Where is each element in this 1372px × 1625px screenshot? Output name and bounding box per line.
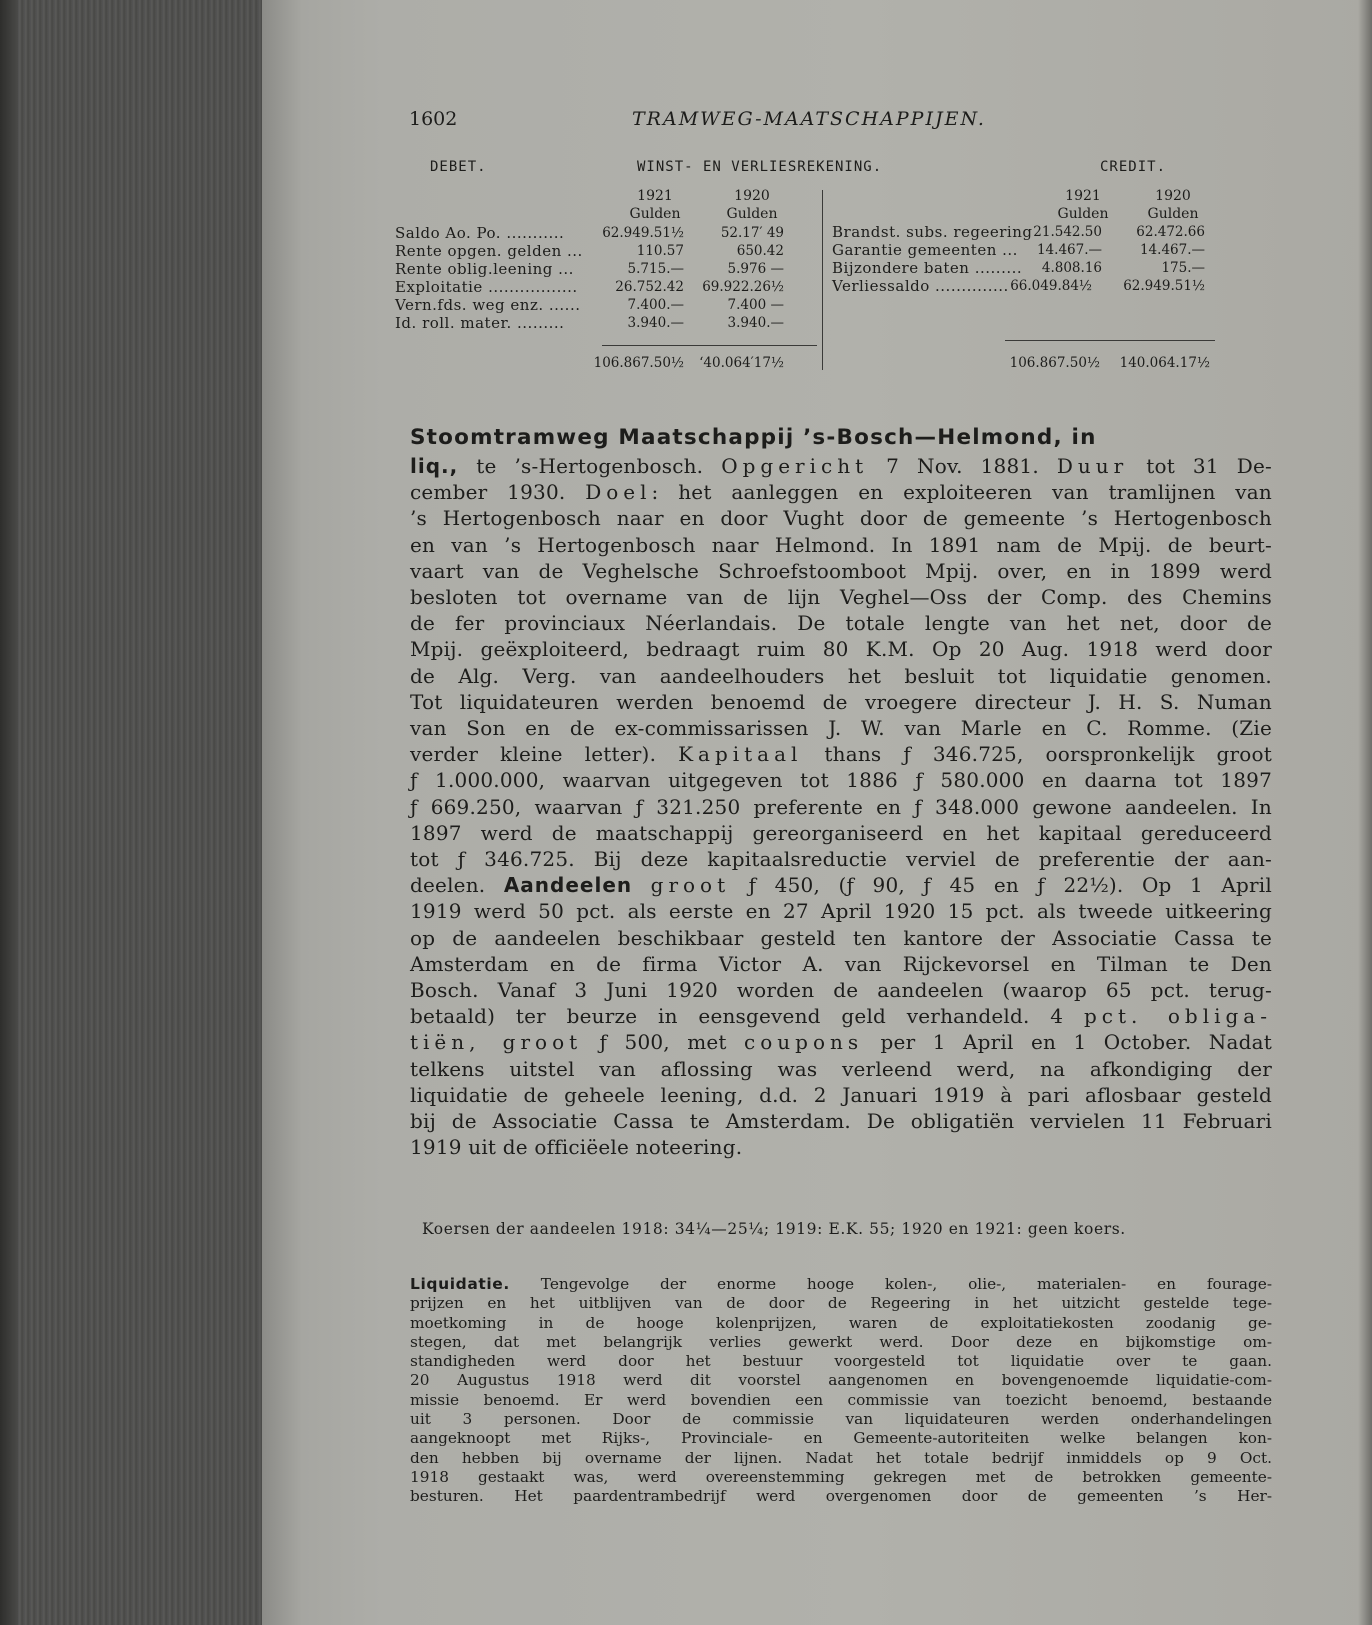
book-page-edges [0, 0, 275, 1625]
text-line [410, 532, 1272, 558]
text-line [410, 1391, 1272, 1410]
account-divider [822, 190, 823, 370]
debet-total-rule [602, 345, 817, 346]
credit-row-1921: 4.808.16 [1041, 260, 1102, 276]
text-run: Doel [585, 480, 652, 505]
credit-total-1920: 140.064.17½ [1119, 355, 1210, 371]
debet-row-1921: 62.949.51½ [602, 225, 684, 241]
text-line [410, 925, 1272, 951]
credit-row-1921: 14.467.— [1036, 242, 1102, 258]
text-line [410, 1314, 1272, 1333]
credit-row-1921: 66.049.84½ [1010, 278, 1092, 294]
text-run: tot 31 De- [1128, 454, 1272, 478]
share-prices-note: Koersen der aandeelen 1918: 34¼—25¼; 1919: E.K. 55; 1920 en 1921: geen koers. [422, 1220, 1126, 1238]
text-line [410, 872, 1272, 898]
text-run: thans ƒ 346.725, oorspronkelijk groot [802, 742, 1272, 767]
text-run: de Alg. Verg. van aandeelhouders het besluit tot liquidatie genomen. [410, 663, 1272, 688]
debet-row-1920: 650.42 [736, 243, 784, 259]
text-run: uit 3 personen. Door de commissie van liquidateuren werden onderhandelingen [410, 1410, 1272, 1429]
text-run: ƒ 669.250, waarvan ƒ 321.250 preferente en ƒ 348.000 gewone aandeelen. In [410, 794, 1272, 819]
text-run: op de aandeelen beschikbaar gesteld ten kantore der Associatie Cassa te [410, 925, 1272, 950]
debet-row-1921: 110.57 [636, 243, 684, 259]
text-run: besloten tot overname van de lijn Veghel—Oss der Comp. des Chemins [410, 585, 1272, 610]
credit-row-label: Brandst. subs. regeering [832, 223, 1033, 241]
credit-label: CREDIT. [1100, 159, 1167, 175]
text-line [410, 1487, 1272, 1506]
article-body [410, 453, 1272, 1160]
book-spine-shadow [0, 0, 18, 1625]
text-run [632, 873, 650, 897]
text-run: pct. obliga- [1083, 1004, 1272, 1029]
text-line [410, 453, 1272, 479]
text-run: ƒ 1.000.000, waarvan uitgegeven tot 1886 ƒ 580.000 en daarna tot 1897 [410, 768, 1272, 793]
debet-total-1921: 106.867.50½ [593, 355, 684, 371]
debet-year-1920: 1920 [734, 188, 770, 204]
debet-unit-1921: Gulden [629, 206, 681, 222]
text-run: standigheden werd door het bestuur voorgesteld tot liquidatie over te gaan. [410, 1352, 1272, 1371]
page-header [262, 108, 1372, 138]
text-line [410, 1371, 1272, 1390]
credit-row-1920: 62.472.66 [1136, 224, 1205, 240]
text-line [410, 1108, 1272, 1134]
credit-year-1920: 1920 [1155, 188, 1191, 204]
debet-row-1921: 3.940.— [627, 315, 684, 331]
text-run: besturen. Het paardentrambedrijf werd overgenomen door de gemeenten ’s Her- [410, 1487, 1272, 1506]
text-run: Aandeelen [503, 873, 633, 898]
text-run: 20 Augustus 1918 werd dit voorstel aangenomen en bovengenoemde liquidatie-com- [410, 1371, 1272, 1390]
text-run: de fer provinciaux Néerlandais. De totale lengte van het net, door de [410, 611, 1272, 636]
text-run: Tengevolge der enorme hooge kolen-, olie-, materialen- en fourage- [509, 1275, 1272, 1293]
debet-row-label: Id. roll. mater. ......... [395, 314, 565, 332]
text-run: aangeknoopt met Rijks-, Provinciale- en Gemeente-autoriteiten welke belangen kon- [410, 1429, 1272, 1448]
text-run: tot ƒ 346.725. Bij deze kapitaalsreductie verviel de preferentie der aan- [410, 847, 1272, 872]
debet-row-1920: 3.940.— [727, 315, 784, 331]
credit-row-label: Verliessaldo .............. [832, 277, 1009, 295]
text-run: per 1 April en 1 October. Nadat [863, 1030, 1272, 1055]
text-run: betaald) ter beurze in eensgevend geld verhandeld. 4 [410, 1004, 1084, 1029]
debet-row-label: Rente opgen. gelden ... [395, 242, 583, 260]
text-line [410, 1134, 1272, 1160]
debet-row-1921: 26.752.42 [615, 279, 684, 295]
text-run: : het aanleggen en exploiteeren van tramlijnen van [651, 480, 1272, 505]
credit-year-1921: 1921 [1065, 188, 1101, 204]
text-line [410, 715, 1272, 741]
text-line [410, 558, 1272, 584]
text-run: stegen, dat met belangrijk verlies gewerkt werd. Door deze en bijkomstige om- [410, 1332, 1272, 1351]
text-run: Bosch. Vanaf 3 Juni 1920 worden de aandeelen (waarop 65 pct. terug- [410, 978, 1272, 1003]
text-run: liq., [410, 454, 459, 478]
credit-total-1921: 106.867.50½ [1009, 355, 1100, 371]
text-line [410, 1333, 1272, 1352]
credit-row-label: Bijzondere baten ......... [832, 259, 1023, 277]
text-run: 1919 uit de officiëele noteering. [410, 1135, 743, 1160]
text-line [410, 636, 1272, 662]
text-run: van Son en de ex-commissarissen J. W. van Marle en C. Romme. (Zie [410, 716, 1272, 741]
text-line [410, 1352, 1272, 1371]
text-run: Opgericht [721, 454, 869, 478]
text-line [410, 820, 1272, 846]
text-line [410, 767, 1272, 793]
text-run: prijzen en het uitblijven van de door de Regeering in het uitzicht gestelde tege- [410, 1294, 1272, 1313]
text-line [410, 1294, 1272, 1313]
text-line [410, 977, 1272, 1003]
credit-unit-1920: Gulden [1147, 206, 1199, 222]
debet-row-1920: 7.400 — [727, 297, 784, 313]
text-line [410, 610, 1272, 636]
text-run: en van ’s Hertogenbosch naar Helmond. In 1891 nam de Mpij. de beurt- [410, 532, 1272, 557]
text-line [410, 1082, 1272, 1108]
debet-total-1920: ‘40.064′17½ [699, 355, 784, 371]
text-run: 7 Nov. 1881. [868, 454, 1057, 478]
credit-total-rule [1005, 340, 1215, 341]
credit-row-1920: 14.467.— [1139, 242, 1205, 258]
article-heading [410, 425, 1272, 450]
text-line [410, 1468, 1272, 1487]
debet-unit-1920: Gulden [726, 206, 778, 222]
debet-row-1921: 7.400.— [627, 297, 684, 313]
text-run: Mpij. geëxploiteerd, bedraagt ruim 80 K.M. Op 20 Aug. 1918 werd door [410, 637, 1272, 662]
text-run: deelen. [410, 873, 504, 898]
text-run: ƒ 500, met [582, 1030, 745, 1055]
debet-row-label: Saldo Ao. Po. ........... [395, 224, 565, 242]
text-run: te ’s-Hertogenbosch. [458, 454, 722, 478]
text-run: 1897 werd de maatschappij gereorganiseerd en het kapitaal gereduceerd [410, 820, 1272, 845]
company-title: Stoomtramweg Maatschappij ’s-Bosch—Helmond, in [410, 425, 1097, 450]
text-run: ƒ 450, (ƒ 90, ƒ 45 en ƒ 22½). Op 1 April [730, 873, 1273, 898]
text-line [410, 898, 1272, 924]
text-run: ’s Hertogenbosch naar en door Vught door de gemeente ’s Hertogenbosch [410, 506, 1272, 531]
text-run: missie benoemd. Er werd bovendien een commissie van toezicht benoemd, bestaande [410, 1390, 1272, 1409]
debet-row-1920: 52.17′ 49 [720, 225, 784, 241]
debet-row-label: Exploitatie ................. [395, 278, 578, 296]
text-line [410, 1003, 1272, 1029]
text-run: vaart van de Veghelsche Schroefstoomboot Mpij. over, en in 1899 werd [410, 558, 1272, 583]
text-line [410, 1449, 1272, 1468]
text-line [410, 1056, 1272, 1082]
text-run: Liquidatie. [410, 1275, 510, 1293]
debet-row-label: Vern.fds. weg enz. ...... [395, 296, 581, 314]
text-run: tiën, groot [410, 1030, 583, 1055]
text-run: Amsterdam en de firma Victor A. van Rijckevorsel en Tilman te Den [410, 951, 1272, 976]
text-line [410, 794, 1272, 820]
text-line [410, 951, 1272, 977]
text-run: bij de Associatie Cassa te Amsterdam. De obligatiën vervielen 11 Februari [410, 1109, 1272, 1134]
text-line [410, 1275, 1272, 1294]
book-page [262, 0, 1372, 1625]
liquidation-note [410, 1275, 1272, 1507]
text-run: 1918 gestaakt was, werd overeenstemming gekregen met de betrokken gemeente- [410, 1467, 1272, 1486]
text-run: liquidatie de geheele leening, d.d. 2 Januari 1919 à pari aflosbaar gesteld [410, 1082, 1272, 1107]
text-line [410, 1429, 1272, 1448]
text-line [410, 846, 1272, 872]
credit-row-label: Garantie gemeenten ... [832, 241, 1018, 259]
profit-loss-account [262, 155, 1372, 385]
text-line [410, 584, 1272, 610]
text-run: cember 1930. [410, 480, 586, 505]
running-title: TRAMWEG-MAATSCHAPPIJEN. [632, 108, 986, 130]
debet-row-1920: 69.922.26½ [702, 279, 784, 295]
text-run: moetkoming in de hooge kolenprijzen, waren de exploitatiekosten zoodanig ge- [410, 1313, 1272, 1332]
account-title: WINST- EN VERLIESREKENING. [637, 159, 883, 175]
text-line [410, 1410, 1272, 1429]
page-number: 1602 [409, 108, 458, 130]
text-run: verder kleine letter). [410, 742, 679, 767]
debet-year-1921: 1921 [637, 188, 673, 204]
credit-row-1921: 21.542.50 [1033, 224, 1102, 240]
text-run: den hebben bij overname der lijnen. Nadat het totale bedrijf inmiddels op 9 Oct. [410, 1448, 1272, 1467]
text-line [410, 1029, 1272, 1055]
text-run: Duur [1056, 454, 1129, 478]
credit-row-1920: 175.— [1161, 260, 1205, 276]
text-run: Tot liquidateuren werden benoemd de vroegere directeur J. H. S. Numan [410, 689, 1272, 714]
text-run: groot [650, 873, 731, 898]
credit-unit-1921: Gulden [1057, 206, 1109, 222]
debet-row-1920: 5.976 — [727, 261, 784, 277]
debet-row-1921: 5.715.— [627, 261, 684, 277]
text-run: 1919 werd 50 pct. als eerste en 27 April 1920 15 pct. als tweede uitkeering [410, 899, 1272, 924]
text-line [410, 505, 1272, 531]
text-run: telkens uitstel van aflossing was verleend werd, na afkondiging der [410, 1056, 1272, 1081]
text-line [410, 479, 1272, 505]
text-line [410, 663, 1272, 689]
text-line [410, 689, 1272, 715]
credit-row-1920: 62.949.51½ [1123, 278, 1205, 294]
debet-label: DEBET. [430, 159, 487, 175]
debet-row-label: Rente oblig.leening ... [395, 260, 574, 278]
text-run: coupons [744, 1030, 864, 1055]
text-run: Kapitaal [678, 742, 803, 767]
text-line [410, 741, 1272, 767]
